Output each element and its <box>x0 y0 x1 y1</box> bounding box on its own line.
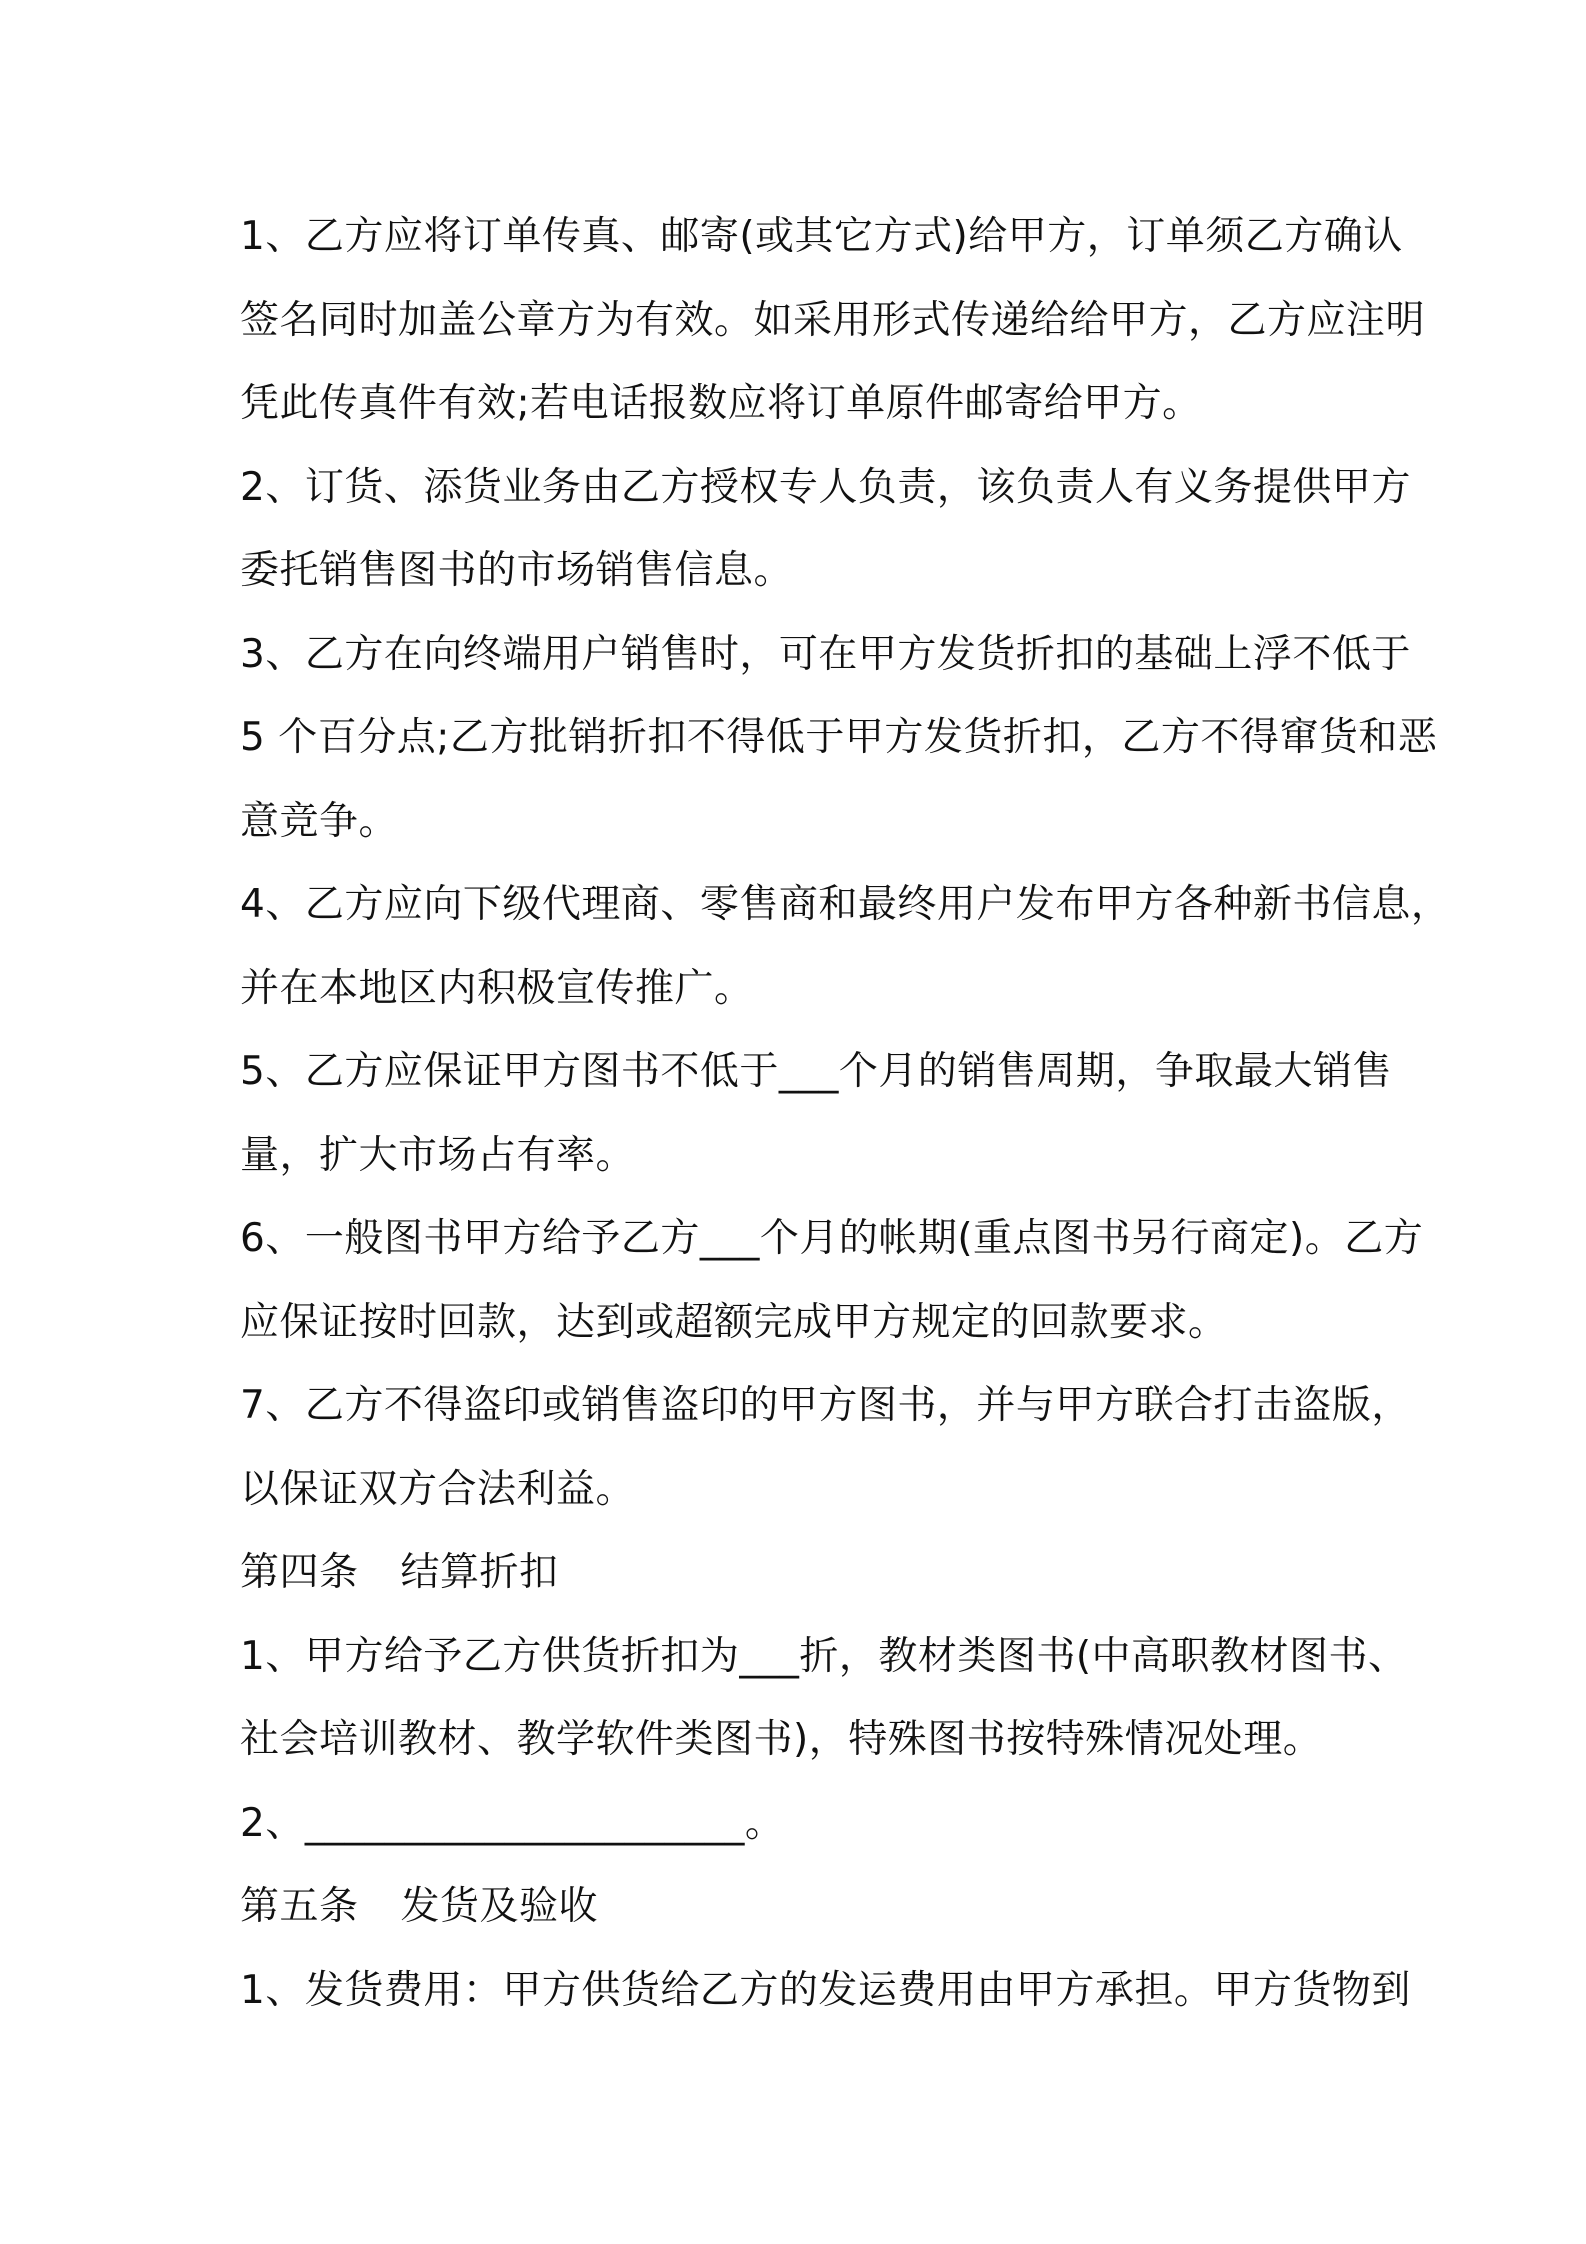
article-number: 第四条 <box>240 1550 359 1595</box>
text-line: 量，扩大市场占有率。 <box>240 1132 636 1178</box>
text-line: 4、乙方应向下级代理商、零售商和最终用户发布甲方各种新书信息， <box>240 882 1451 927</box>
text-line: 5 个百分点;乙方批销折扣不得低于甲方发货折扣，乙方不得窜货和恶 <box>240 715 1438 760</box>
text-line: 7、乙方不得盗印或销售盗印的甲方图书，并与甲方联合打击盗版， <box>240 1383 1411 1428</box>
text-line: 1、甲方给予乙方供货折扣为___折，教材类图书(中高职教材图书、 <box>240 1633 1408 1679</box>
text-line: 凭此传真件有效;若电话报数应将订单原件邮寄给甲方。 <box>240 381 1202 426</box>
text-line: 签名同时加盖公章方为有效。如采用形式传递给给甲方，乙方应注明 <box>240 297 1426 343</box>
document-body <box>240 195 1451 2032</box>
text-line: 2、______________________。 <box>240 1800 785 1846</box>
text-line: 以保证双方合法利益。 <box>240 1466 636 1512</box>
text-line: 2、订货、添货业务由乙方授权专人负责，该负责人有义务提供甲方 <box>240 464 1411 510</box>
text-line: 6、一般图书甲方给予乙方___个月的帐期(重点图书另行商定)。乙方 <box>240 1216 1424 1261</box>
text-line: 并在本地区内积极宣传推广。 <box>240 965 754 1011</box>
article-title: 结算折扣 <box>400 1550 559 1595</box>
text-line: 1、乙方应将订单传真、邮寄(或其它方式)给甲方，订单须乙方确认 <box>240 214 1403 259</box>
article-title: 发货及验收 <box>400 1884 599 1929</box>
article-heading-4 <box>240 1531 1370 1615</box>
text-line: 意竞争。 <box>240 798 399 844</box>
text-line: 3、乙方在向终端用户销售时，可在甲方发货折扣的基础上浮不低于 <box>240 631 1411 677</box>
text-line: 1、发货费用：甲方供货给乙方的发运费用由甲方承担。甲方货物到 <box>240 1967 1411 2013</box>
text-line: 5、乙方应保证甲方图书不低于___个月的销售周期，争取最大销售 <box>240 1049 1392 1094</box>
text-line: 社会培训教材、教学软件类图书)，特殊图书按特殊情况处理。 <box>240 1717 1323 1762</box>
article-number: 第五条 <box>240 1884 359 1929</box>
article-heading-5 <box>240 1865 1370 1949</box>
text-line: 委托销售图书的市场销售信息。 <box>240 548 794 593</box>
text-line: 应保证按时回款，达到或超额完成甲方规定的回款要求。 <box>240 1299 1228 1345</box>
